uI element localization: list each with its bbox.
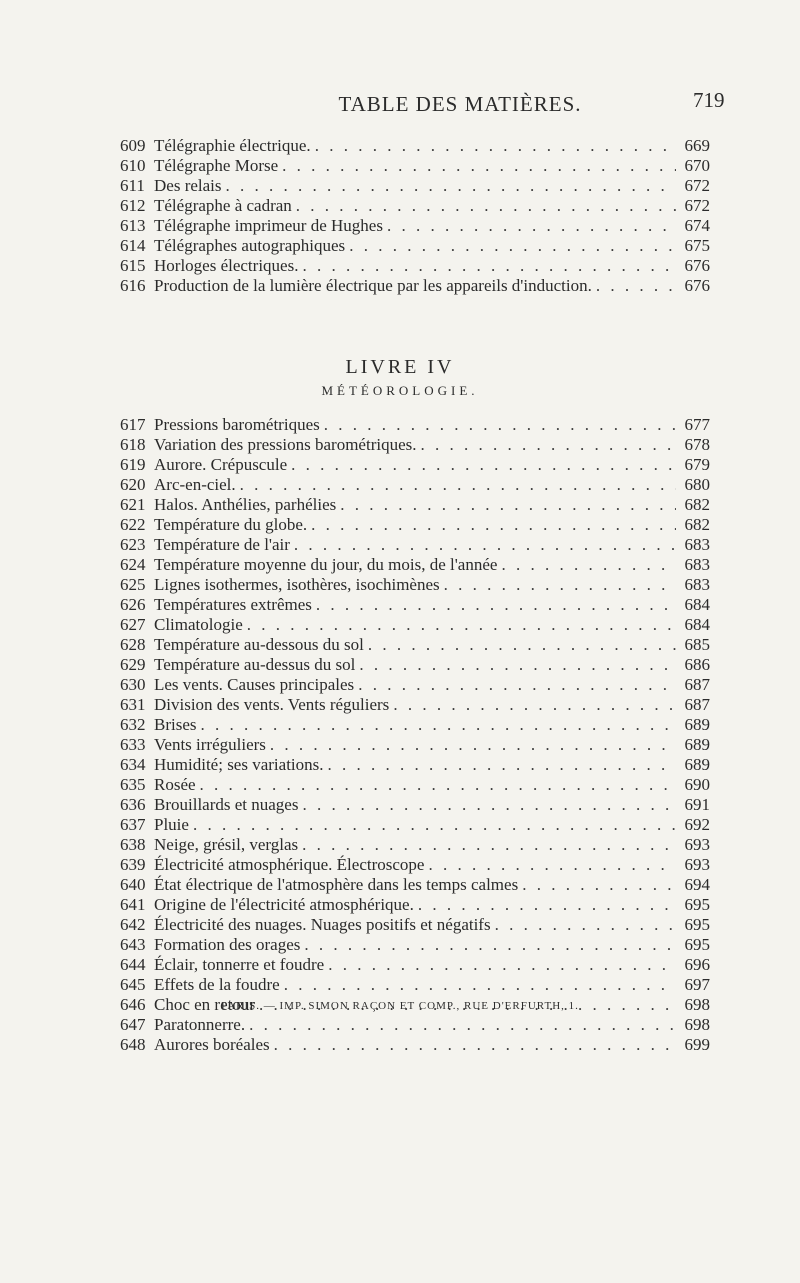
dot-leader [368,635,676,655]
toc-entry-page: 672 [684,176,710,195]
toc-entry-page: 679 [684,455,710,474]
toc-entry-page: 696 [684,955,710,974]
toc-entry [120,655,710,675]
dot-leader [270,735,676,755]
toc-entry-number: 611 [120,176,145,195]
toc-entry-number: 613 [120,216,146,235]
book-subtitle: MÉTÉOROLOGIE. [321,383,479,398]
toc-entry-number: 610 [120,156,146,175]
toc-entry [120,635,710,655]
dot-leader [393,695,676,715]
toc-entry-page: 669 [684,136,710,155]
toc-entry [120,455,710,475]
dot-leader [328,755,676,775]
toc-entry [120,515,710,535]
toc-entry-title: Télégraphes autographiques [154,236,346,255]
toc-entry [120,855,710,875]
toc-entry-title: Vents irréguliers [154,735,266,754]
toc-entry-title: Aurore. Crépuscule [154,455,288,474]
dot-leader [226,176,676,196]
toc-entry-title: Climatologie [154,615,243,634]
toc-entry-title: Éclair, tonnerre et foudre [154,955,325,974]
dot-leader [302,256,676,276]
toc-entry [120,555,710,575]
page-number: 719 [693,88,725,112]
toc-entry-title: Arc-en-ciel. [154,475,236,494]
toc-entry-number: 629 [120,655,146,674]
toc-entry [120,136,710,156]
dot-leader [359,655,676,675]
toc-entry [120,895,710,915]
toc-entry-title: Neige, grésil, verglas [154,835,299,854]
toc-entry-title: Télégraphe Morse [154,156,279,175]
toc-entry-number: 638 [120,835,146,854]
toc-entry [120,156,710,176]
dot-leader [315,136,676,156]
toc-entry-number: 631 [120,695,146,714]
toc-entry-page: 670 [684,156,710,175]
dot-leader [418,895,676,915]
toc-entry-page: 689 [684,755,710,774]
toc-entry-title: Lignes isothermes, isothères, isochimènes [154,575,440,594]
toc-entry-title: Effets de la foudre [154,975,280,994]
dot-leader [274,1035,676,1055]
toc-entry-page: 691 [684,795,710,814]
dot-leader [421,435,677,455]
printer-imprint: PARIS. — IMP. SIMON RAÇON ET COMP., RUE D'ERFURTH, 1. [221,1000,579,1012]
toc-entry-title: Électricité atmosphérique. Électroscope [154,855,425,874]
toc-entry-title: Production de la lumière électrique par les appareils d'induction. [154,276,592,295]
toc-entry [120,755,710,775]
toc-entry-title: Choc en retour [154,995,256,1014]
page-header-title: TABLE DES MATIÈRES. [338,92,582,116]
dot-leader [294,535,676,555]
toc-entry-page: 684 [684,615,710,634]
toc-entry-title: Température moyenne du jour, du mois, de l'année [154,555,498,574]
toc-entry-number: 632 [120,715,146,734]
toc-entry-page: 676 [684,256,710,275]
dot-leader [596,276,676,296]
toc-entry-title: Paratonnerre. [154,1015,246,1034]
toc-entry-title: Formation des orages [154,935,301,954]
dot-leader [522,875,676,895]
toc-entry-page: 695 [684,915,710,934]
toc-entry [120,815,710,835]
toc-entry-number: 622 [120,515,146,534]
toc-entry-page: 698 [684,1015,710,1034]
toc-entry-number: 647 [120,1015,146,1034]
toc-entry-page: 677 [684,415,710,434]
toc-entry-number: 623 [120,535,146,554]
toc-entry-page: 689 [684,715,710,734]
dot-leader [340,495,676,515]
toc-entry-title: Humidité; ses variations. [154,755,324,774]
toc-entry-page: 684 [684,595,710,614]
dot-leader [324,415,676,435]
toc-entry [120,975,710,995]
toc-entry-page: 678 [684,435,710,454]
toc-entry-number: 642 [120,915,146,934]
toc-entry [120,256,710,276]
toc-entry-number: 620 [120,475,146,494]
toc-entry [120,276,710,296]
toc-entry-page: 674 [684,216,710,235]
dot-leader [328,955,676,975]
toc-entry-page: 695 [684,895,710,914]
toc-entry-title: Températures extrêmes [154,595,312,614]
toc-entry-number: 624 [120,555,146,574]
toc-entry-title: Température du globe. [154,515,308,534]
toc-entry-page: 695 [684,935,710,954]
dot-leader [501,555,676,575]
toc-entry-title: Température au-dessus du sol [154,655,356,674]
toc-entry-number: 644 [120,955,146,974]
toc-section-1 [120,136,710,296]
toc-entry-number: 643 [120,935,146,954]
dot-leader [495,915,676,935]
toc-entry [120,715,710,735]
toc-entry [120,495,710,515]
dot-leader [291,455,676,475]
toc-entry-title: Origine de l'électricité atmosphérique. [154,895,414,914]
dot-leader [302,835,676,855]
dot-leader [311,515,676,535]
toc-entry-number: 612 [120,196,146,215]
toc-entry [120,1035,710,1055]
dot-leader [358,675,676,695]
toc-entry-title: Les vents. Causes principales [154,675,355,694]
dot-leader [302,795,676,815]
dot-leader [240,475,676,495]
toc-entry-title: Halos. Anthélies, parhélies [154,495,337,514]
toc-entry [120,535,710,555]
toc-entry-title: Température de l'air [154,535,290,554]
toc-entry-page: 693 [684,835,710,854]
toc-entry-page: 685 [684,635,710,654]
toc-entry-title: Des relais [154,176,222,195]
toc-entry-number: 627 [120,615,146,634]
dot-leader [444,575,676,595]
toc-entry-page: 683 [684,555,710,574]
toc-entry-title: Pluie [154,815,189,834]
toc-entry [120,435,710,455]
toc-entry-number: 634 [120,755,146,774]
toc-entry-page: 692 [684,815,710,834]
toc-entry-page: 693 [684,855,710,874]
dot-leader [349,236,676,256]
toc-entry-title: Pressions barométriques [154,415,320,434]
toc-entry-page: 675 [684,236,710,255]
dot-leader [387,216,676,236]
dot-leader [284,975,676,995]
toc-entry-title: Variation des pressions barométriques. [154,435,417,454]
toc-entry-number: 614 [120,236,146,255]
toc-entry-page: 676 [684,276,710,295]
toc-entry [120,675,710,695]
toc-entry-number: 636 [120,795,146,814]
toc-entry-number: 637 [120,815,146,834]
toc-entry-title: Télégraphie électrique. [154,136,311,155]
toc-entry [120,955,710,975]
toc-entry-page: 698 [684,995,710,1014]
toc-entry-title: Rosée [154,775,196,794]
toc-entry [120,216,710,236]
toc-entry-number: 648 [120,1035,146,1054]
toc-entry-title: Horloges électriques. [154,256,299,275]
toc-entry [120,415,710,435]
toc-entry-number: 641 [120,895,146,914]
toc-entry-page: 689 [684,735,710,754]
toc-entry-number: 635 [120,775,146,794]
dot-leader [296,196,676,216]
toc-entry-title: Télégraphe imprimeur de Hughes [154,216,383,235]
toc-entry [120,695,710,715]
toc-entry-title: Brises [154,715,197,734]
toc-entry-number: 619 [120,455,146,474]
dot-leader [201,715,677,735]
toc-entry-page: 680 [684,475,710,494]
toc-entry-number: 646 [120,995,146,1014]
toc-entry-page: 672 [684,196,710,215]
toc-entry-title: Aurores boréales [154,1035,270,1054]
toc-entry-page: 686 [684,655,710,674]
toc-entry-number: 616 [120,276,146,295]
toc-entry-page: 697 [684,975,710,994]
dot-leader [193,815,676,835]
toc-entry-number: 615 [120,256,146,275]
toc-entry-page: 683 [684,575,710,594]
toc-entry [120,475,710,495]
toc-entry-title: Électricité des nuages. Nuages positifs et négatifs [154,915,491,934]
toc-entry-page: 682 [684,515,710,534]
toc-entry [120,176,710,196]
toc-entry [120,615,710,635]
dot-leader [247,615,676,635]
toc-entry-number: 618 [120,435,146,454]
toc-entry-number: 625 [120,575,146,594]
toc-entry-number: 628 [120,635,146,654]
toc-entry-number: 639 [120,855,146,874]
toc-entry [120,735,710,755]
dot-leader [304,935,676,955]
toc-entry-title: Télégraphe à cadran [154,196,292,215]
toc-entry [120,875,710,895]
toc-entry-page: 694 [684,875,710,894]
dot-leader [282,156,676,176]
toc-entry [120,835,710,855]
toc-section-2 [120,415,710,1055]
toc-entry-page: 683 [684,535,710,554]
toc-entry-page: 699 [684,1035,710,1054]
toc-entry-title: Brouillards et nuages [154,795,299,814]
toc-entry-number: 609 [120,136,146,155]
toc-entry-number: 640 [120,875,146,894]
toc-entry-number: 626 [120,595,146,614]
toc-entry [120,775,710,795]
toc-entry-number: 617 [120,415,146,434]
toc-entry [120,935,710,955]
toc-entry [120,795,710,815]
toc-entry-number: 621 [120,495,146,514]
dot-leader [428,855,676,875]
toc-entry [120,1015,710,1035]
dot-leader [249,1015,676,1035]
toc-entry-page: 687 [684,695,710,714]
toc-entry-title: État électrique de l'atmosphère dans les temps calmes [154,875,519,894]
toc-entry-title: Division des vents. Vents réguliers [154,695,390,714]
toc-entry [120,236,710,256]
toc-entry [120,196,710,216]
toc-entry-page: 687 [684,675,710,694]
toc-entry-title: Température au-dessous du sol [154,635,364,654]
toc-entry-number: 630 [120,675,146,694]
dot-leader [200,775,676,795]
toc-entry [120,575,710,595]
dot-leader [316,595,676,615]
toc-entry-page: 690 [684,775,710,794]
book-title: LIVRE IV [345,356,455,378]
toc-entry [120,595,710,615]
toc-entry-page: 682 [684,495,710,514]
toc-entry-number: 633 [120,735,146,754]
toc-entry-number: 645 [120,975,146,994]
toc-entry [120,915,710,935]
